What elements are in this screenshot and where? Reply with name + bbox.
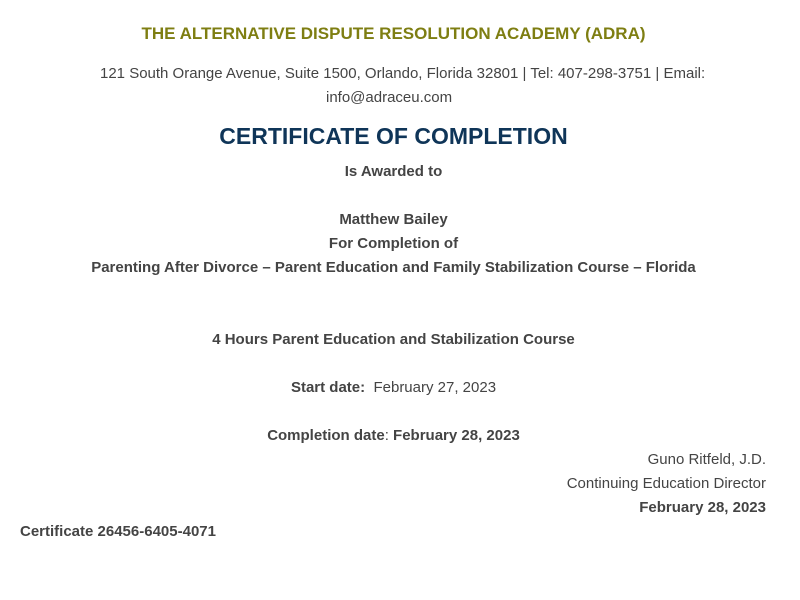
email-address: info@adraceu.com bbox=[326, 89, 453, 106]
completion-date-value: February 28, 2023 bbox=[393, 427, 520, 444]
recipient-name: Matthew Bailey bbox=[339, 211, 448, 228]
signature-date: February 28, 2023 bbox=[639, 499, 766, 516]
completion-date-label: Completion date bbox=[267, 427, 385, 444]
organization-name: THE ALTERNATIVE DISPUTE RESOLUTION ACADEMY (ADRA) bbox=[141, 24, 646, 43]
completion-date-separator: : bbox=[384, 427, 389, 444]
completion-date-row bbox=[0, 427, 787, 444]
address-line-1: 121 South Orange Avenue, Suite 1500, Orlando, Florida 32801 | Tel: 407-298-3751 | Email: bbox=[100, 65, 706, 82]
start-date-row bbox=[0, 379, 787, 396]
signatory-role: Continuing Education Director bbox=[566, 475, 766, 492]
completion-label: For Completion of bbox=[328, 235, 459, 252]
certificate-title: CERTIFICATE OF COMPLETION bbox=[219, 123, 568, 149]
awarded-label: Is Awarded to bbox=[344, 163, 443, 180]
signatory-name: Guno Ritfeld, J.D. bbox=[647, 451, 766, 468]
certificate-number: Certificate 26456-6405-4071 bbox=[20, 523, 216, 540]
start-date-label: Start date: bbox=[290, 379, 366, 396]
start-date-value: February 27, 2023 bbox=[373, 379, 497, 396]
course-hours: 4 Hours Parent Education and Stabilization Course bbox=[212, 331, 575, 348]
course-name: Parenting After Divorce – Parent Education and Family Stabilization Course – Florida bbox=[91, 259, 696, 276]
